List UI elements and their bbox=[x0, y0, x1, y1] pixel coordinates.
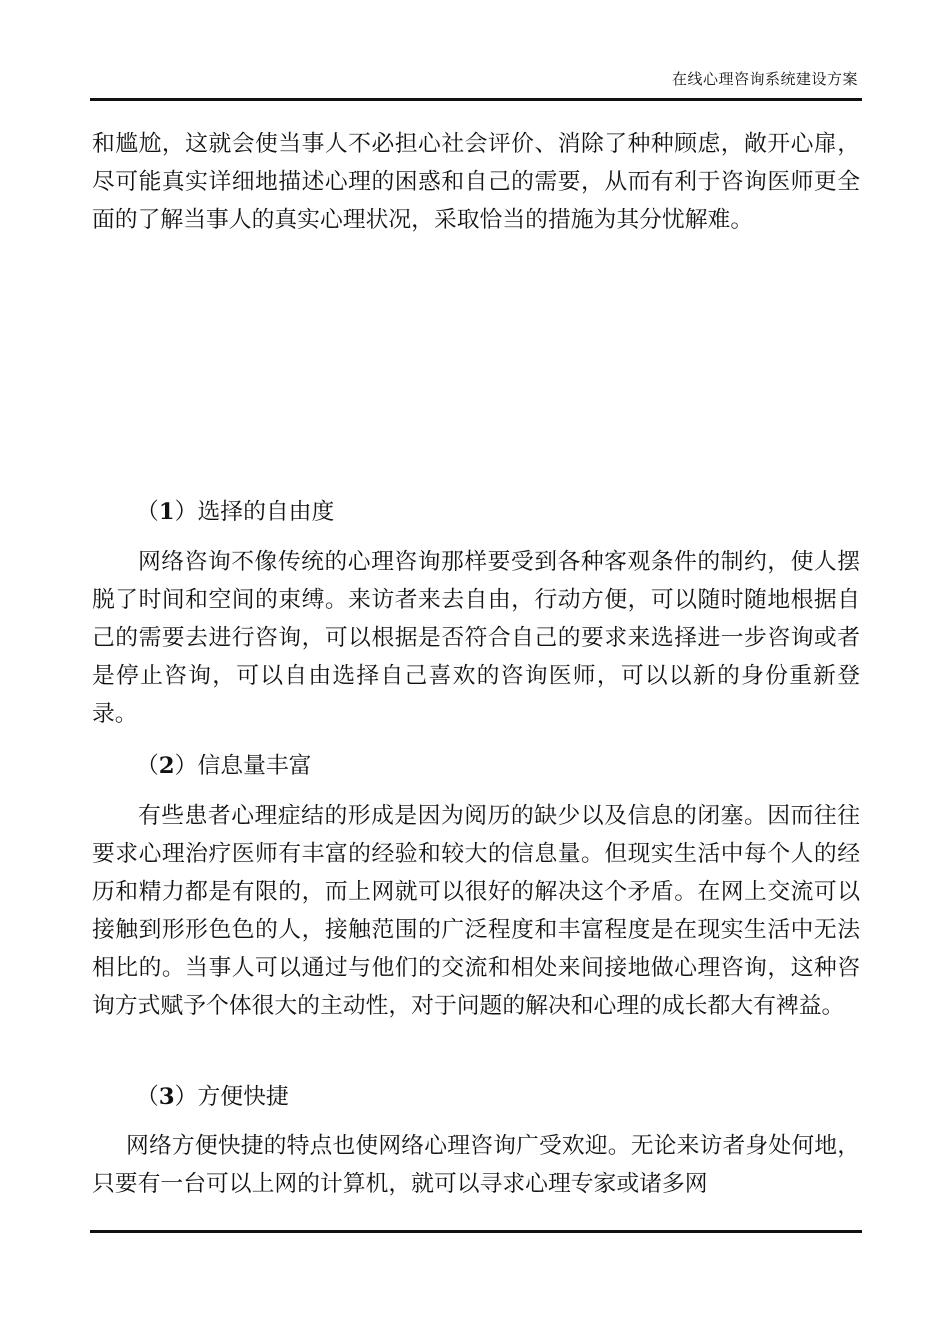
section-3-paragraph: 网络方便快捷的特点也使网络心理咨询广受欢迎。无论来访者身处何地，只要有一台可以上网的计算机，就可以寻求心理专家或诸多网 bbox=[92, 1133, 860, 1197]
section-1-close-paren: ） bbox=[174, 499, 198, 525]
intro-paragraph: 和尴尬，这就会使当事人不必担心社会评价、消除了种种顾虑，敞开心扉，尽可能真实详细地描述心理的困惑和自己的需要，从而有利于咨询医师更全面的了解当事人的真实心理状况，采取恰当的措施为其分忧解难。 bbox=[92, 131, 860, 233]
document-title: 在线心理咨询系统建设方案 bbox=[671, 70, 858, 88]
section-3-number: 3 bbox=[158, 1084, 175, 1110]
section-heading-2 bbox=[136, 747, 311, 785]
section-1-open-paren: （ bbox=[136, 499, 159, 525]
section-1-paragraph: 网络咨询不像传统的心理咨询那样要受到各种客观条件的制约，使人摆脱了时间和空间的束缚。来访者来去自由，行动方便，可以随时随地根据自己的需要去进行咨询，可以根据是否符合自己的要求来选择进一步咨询或者是停止咨询，可以自由选择自己喜欢的咨询医师，可以以新的身份重新登录。 bbox=[92, 549, 860, 727]
section-3-open-paren: （ bbox=[136, 1084, 159, 1110]
section-1-number: 1 bbox=[158, 499, 175, 525]
header-divider bbox=[90, 98, 862, 101]
section-2-open-paren: （ bbox=[136, 753, 159, 779]
section-1-title: 选择的自由度 bbox=[197, 499, 335, 525]
section-heading-3 bbox=[136, 1078, 289, 1116]
section-3-title: 方便快捷 bbox=[197, 1084, 289, 1110]
section-2-paragraph: 有些患者心理症结的形成是因为阅历的缺少以及信息的闭塞。因而往往要求心理治疗医师有丰富的经验和较大的信息量。但现实生活中每个人的经历和精力都是有限的，而上网就可以很好的解决这个矛盾。在网上交流可以接触到形形色色的人，接触范围的广泛程度和丰富程度是在现实生活中无法相比的。当事人可以通过与他们的交流和相处来间接地做心理咨询，这种咨询方式赋予个体很大的主动性，对于问题的解决和心理的成长都大有裨益。 bbox=[92, 803, 860, 1019]
section-2-close-paren: ） bbox=[174, 753, 198, 779]
section-2-title: 信息量丰富 bbox=[197, 753, 312, 779]
footer-divider bbox=[90, 1230, 862, 1233]
section-heading-1 bbox=[136, 493, 334, 531]
section-2-number: 2 bbox=[158, 753, 175, 779]
section-3-close-paren: ） bbox=[174, 1084, 198, 1110]
